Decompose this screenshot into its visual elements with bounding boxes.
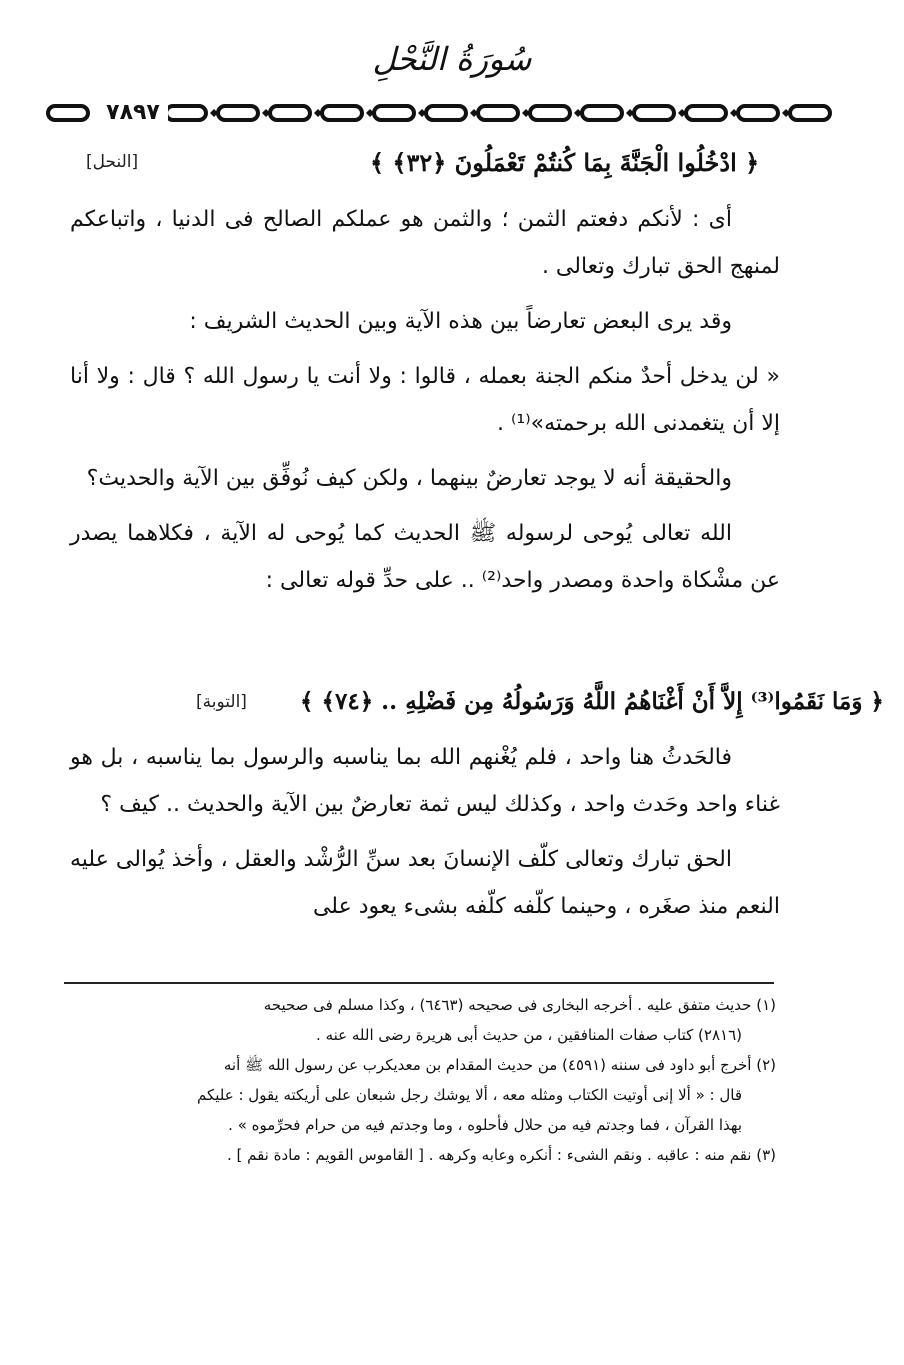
paragraph: الحق تبارك وتعالى كلّف الإنسانَ بعد سنِّ الرُّشْد والعقل ، وأخذ يُوالى عليه النعم منذ صغَره ، وحينما كلّفه كلّفه بشىء يعود على xyxy=(70,847,780,919)
footnote-2 xyxy=(64,1050,776,1140)
footnote-line: (٢) أخرج أبو داود فى سننه (٤٥٩١) من حديث المقدام بن معديكرب عن رسول الله ﷺ أنه xyxy=(223,1056,776,1074)
footnote-3 xyxy=(64,1140,776,1170)
paragraph: أى : لأنكم دفعتم الثمن ؛ والثمن هو عملكم الصالح فى الدنيا ، واتباعكم لمنهج الحق تبارك وتعالى . xyxy=(70,207,780,279)
paragraph: الله تعالى يُوحى لرسوله ﷺ الحديث كما يُوحى له الآية ، فكلاهما يصدر عن مشْكاة واحدة ومصدر واحد⁽²⁾ .. على حدِّ قوله تعالى : xyxy=(70,521,780,593)
footnote-line: (٢٨١٦) كتاب صفات المنافقين ، من حديث أبى هريرة رضى الله عنه . xyxy=(316,1026,742,1044)
footnote-line: قال : « ألا إنى أوتيت الكتاب ومثله معه ، ألا يوشك رجل شبعان على أريكته يقول : عليكم xyxy=(197,1086,742,1104)
paragraph: والحقيقة أنه لا يوجد تعارضٌ بينهما ، ولكن كيف نُوفِّق بين الآية والحديث؟ xyxy=(86,466,732,491)
surah-title: سُورَةُ النَّحْلِ xyxy=(372,40,532,78)
page-number: ٧٨٩٧ xyxy=(98,98,168,128)
footnote-divider xyxy=(64,982,774,984)
main-text-block-2 xyxy=(70,734,780,930)
footnote-line: بهذا القرآن ، فما وجدتم فيه من حلال فأحلوه ، وما وجدتم فيه من حرام فحرِّموه » . xyxy=(228,1116,742,1134)
paragraph: وقد يرى البعض تعارضاً بين هذه الآية وبين الحديث الشريف : xyxy=(189,309,732,334)
verse-reference-tawbah: [التوبة] xyxy=(196,692,247,712)
footnotes xyxy=(64,990,776,1170)
footnote-line: (٣) نقم منه : عاقبه . ونقم الشىء : أنكره وعابه وكرهه . [ القاموس القويم : مادة نقم ] . xyxy=(226,1146,776,1164)
quran-verse-tawbah: ﴿ وَمَا نَقَمُوا⁽³⁾ إِلاَّ أَنْ أَغْنَاهُمُ اللَّهُ وَرَسُولُهُ مِن فَضْلِهِ .. ﴿٧٤﴾ ﴾ xyxy=(300,688,884,715)
footnote-line: (١) حديث متفق عليه . أخرجه البخارى فى صحيحه (٦٤٦٣) ، وكذا مسلم فى صحيحه xyxy=(263,996,776,1014)
hadith-quote: « لن يدخل أحدٌ منكم الجنة بعمله ، قالوا : ولا أنت يا رسول الله ؟ قال : ولا أنا إلا أن يتغمدنى الله برحمته»⁽¹⁾ . xyxy=(70,364,780,436)
footnote-1 xyxy=(64,990,776,1050)
main-text-block-1 xyxy=(70,196,780,604)
verse-reference-nahl: [النحل] xyxy=(86,152,139,172)
quran-verse-nahl: ﴿ ادْخُلُوا الْجَنَّةَ بِمَا كُنتُمْ تَعْمَلُونَ ﴿٣٢﴾ ﴾ xyxy=(370,148,760,177)
paragraph: فالحَدثُ هنا واحد ، فلم يُغْنهم الله بما يناسبه والرسول بما يناسبه ، بل هو غناء واحد وحَدث واحد ، وكذلك ليس ثمة تعارضٌ بين الآية والحديث .. كيف ؟ xyxy=(70,745,780,817)
